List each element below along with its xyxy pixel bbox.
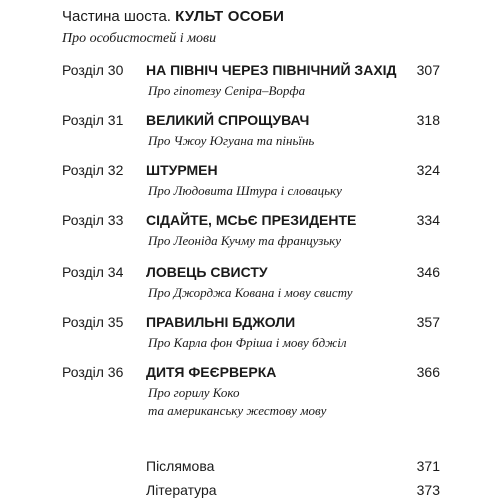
chapter-title: ДИТЯ ФЕЄРВЕРКА (146, 364, 277, 380)
chapter-title: НА ПІВНІЧ ЧЕРЕЗ ПІВНІЧНИЙ ЗАХІД (146, 62, 397, 78)
chapter-label: Розділ 36 (62, 364, 124, 380)
chapter-subtitle-line: Про Джорджа Кована і мову свисту (148, 285, 353, 300)
part-subtitle: Про особистостей і мови (62, 31, 217, 46)
chapter-subtitle-line: Про гіпотезу Сепіра–Ворфа (148, 83, 306, 98)
chapter-subtitle-line: та американську жестову мову (148, 403, 327, 418)
chapter-label: Розділ 34 (62, 264, 124, 280)
chapter-page-number: 334 (416, 212, 440, 228)
chapter-label: Розділ 31 (62, 112, 124, 128)
chapter-page-number: 346 (416, 264, 440, 280)
chapter-label: Розділ 33 (62, 212, 124, 228)
chapter-subtitle (148, 334, 347, 352)
chapter-page-number: 357 (416, 314, 440, 330)
back-matter-title: Післямова (146, 458, 215, 474)
chapter-subtitle-line: Про горилу Коко (148, 385, 240, 400)
chapter-subtitle-line: Про Людовита Штура і словацьку (148, 183, 342, 198)
chapter-label: Розділ 30 (62, 62, 124, 78)
chapter-title: СІДАЙТЕ, МСЬЄ ПРЕЗИДЕНТЕ (146, 212, 357, 228)
chapter-subtitle-line: Про Леоніда Кучму та французьку (148, 233, 342, 248)
chapter-title: ЛОВЕЦЬ СВИСТУ (146, 264, 268, 280)
chapter-page-number: 307 (416, 62, 440, 78)
chapter-page-number: 324 (416, 162, 440, 178)
back-matter-page-number: 373 (416, 482, 440, 498)
chapter-label: Розділ 32 (62, 162, 124, 178)
chapter-subtitle (148, 82, 305, 100)
part-label: Частина шоста. (62, 8, 171, 25)
chapter-subtitle (148, 232, 341, 250)
back-matter-page-number: 371 (416, 458, 440, 474)
chapter-title: ШТУРМЕН (146, 162, 218, 178)
chapter-subtitle (148, 132, 314, 150)
chapter-subtitle (148, 182, 342, 200)
chapter-title: ПРАВИЛЬНІ БДЖОЛИ (146, 314, 296, 330)
chapter-subtitle (148, 384, 326, 420)
chapter-subtitle-line: Про Чжоу Югуана та піньїнь (148, 133, 315, 148)
chapter-page-number: 318 (416, 112, 440, 128)
back-matter-title: Література (146, 482, 217, 498)
part-title: КУЛЬТ ОСОБИ (175, 8, 285, 25)
chapter-subtitle-line: Про Карла фон Фріша і мову бджіл (148, 335, 347, 350)
chapter-label: Розділ 35 (62, 314, 124, 330)
chapter-subtitle (148, 284, 352, 302)
chapter-page-number: 366 (416, 364, 440, 380)
chapter-title: ВЕЛИКИЙ СПРОЩУВАЧ (146, 112, 310, 128)
part-heading (62, 8, 284, 25)
